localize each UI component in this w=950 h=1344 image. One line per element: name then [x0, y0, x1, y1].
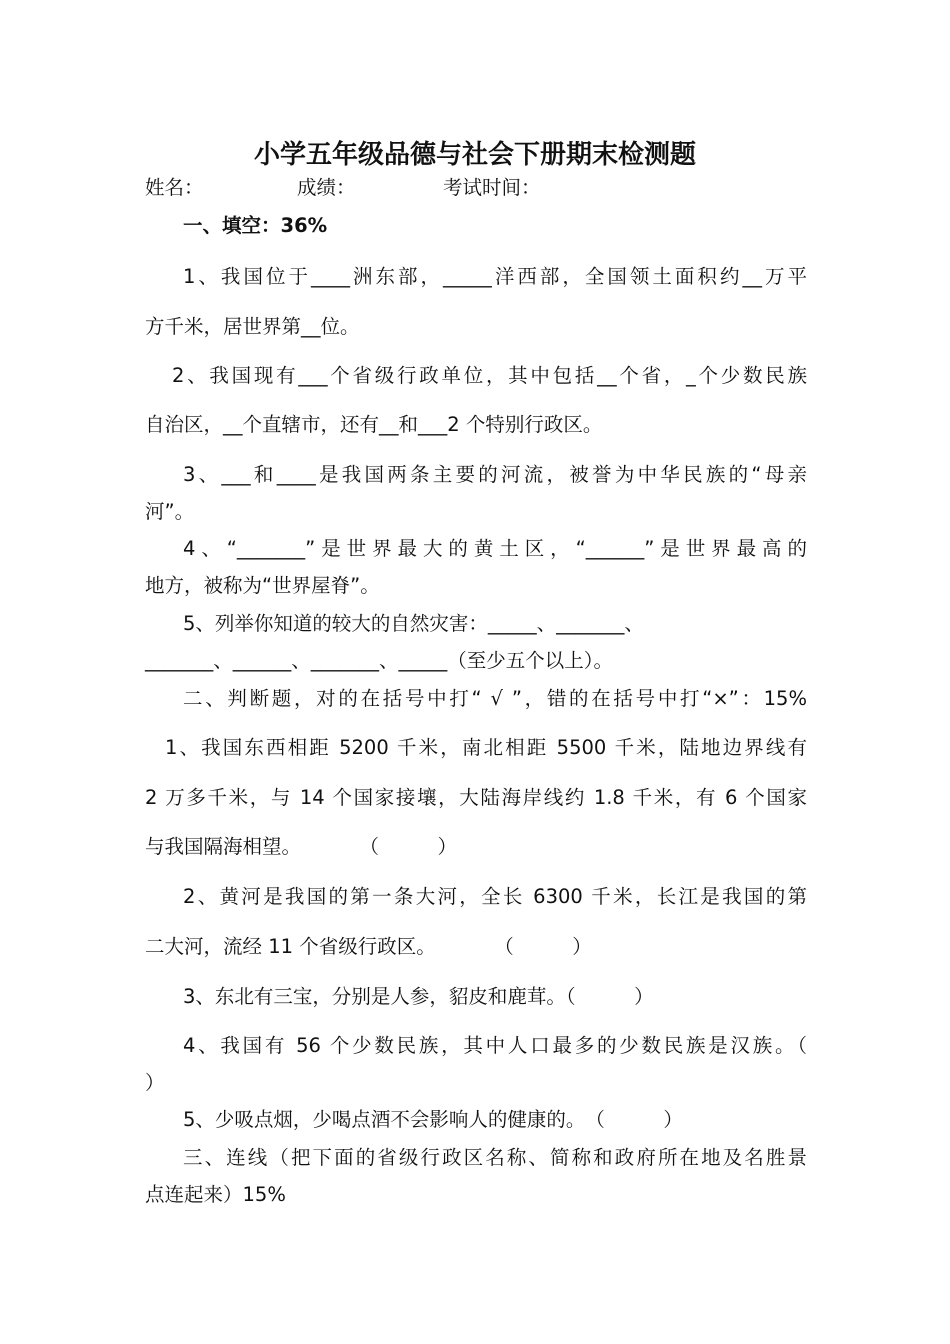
question-3-line-1: 3、___和____是我国两条主要的河流，被誉为中华民族的“母亲 [183, 463, 807, 486]
name-label: 姓名： [145, 176, 204, 199]
question-3-line-2: 河”。 [145, 500, 195, 523]
question-1-line-1: 1、我国位于____洲东部，_____洋西部，全国领土面积约__万平 [183, 265, 807, 288]
section-matching-heading-line-2: 点连起来）15% [145, 1183, 286, 1206]
judge-4-line-2: ） [145, 1071, 165, 1094]
question-4-line-2: 地方，被称为“世界屋脊”。 [145, 574, 380, 597]
question-4-line-1: 4、“_______”是世界最大的黄土区，“______”是世界最高的 [183, 537, 807, 560]
section-true-false-heading: 二、判断题，对的在括号中打“ √ ”，错的在括号中打“×”：15% [183, 687, 807, 710]
judge-4-line-1: 4、我国有 56 个少数民族，其中人口最多的少数民族是汉族。（ [183, 1034, 807, 1057]
judge-1-line-2: 2 万多千米，与 14 个国家接壤，大陆海岸线约 1.8 千米，有 6 个国家 [145, 786, 807, 809]
score-label: 成绩： [297, 176, 356, 199]
question-5-line-1: 5、列举你知道的较大的自然灾害：_____、_______、 [183, 612, 644, 635]
question-1-line-2: 方千米，居世界第__位。 [145, 315, 360, 338]
judge-5: 5、少吸点烟，少喝点酒不会影响人的健康的。 （ ） [183, 1108, 683, 1131]
section-fill-blank-heading: 一、填空：36% [183, 214, 328, 237]
judge-1-line-3: 与我国隔海相望。 （ ） [145, 835, 458, 858]
judge-3: 3、东北有三宝，分别是人参，貂皮和鹿茸。（ ） [183, 985, 654, 1008]
judge-1-line-1: 1、我国东西相距 5200 千米，南北相距 5500 千米，陆地边界线有 [165, 736, 807, 759]
question-2-line-1: 2、我国现有___个省级行政单位，其中包括__个省，_个少数民族 [172, 364, 807, 387]
student-info-row [145, 176, 810, 200]
judge-2-line-1: 2、黄河是我国的第一条大河，全长 6300 千米，长江是我国的第 [183, 885, 807, 908]
page-title: 小学五年级品德与社会下册期末检测题 [253, 140, 696, 170]
question-2-line-2: 自治区，__个直辖市，还有__和___2 个特别行政区。 [145, 413, 603, 436]
question-5-line-2: _______、______、_______、_____（至少五个以上）。 [145, 649, 614, 672]
section-matching-heading-line-1: 三、连线（把下面的省级行政区名称、简称和政府所在地及名胜景 [183, 1146, 807, 1169]
exam-time-label: 考试时间： [443, 176, 541, 199]
judge-2-line-2: 二大河，流经 11 个省级行政区。 （ ） [145, 935, 592, 958]
